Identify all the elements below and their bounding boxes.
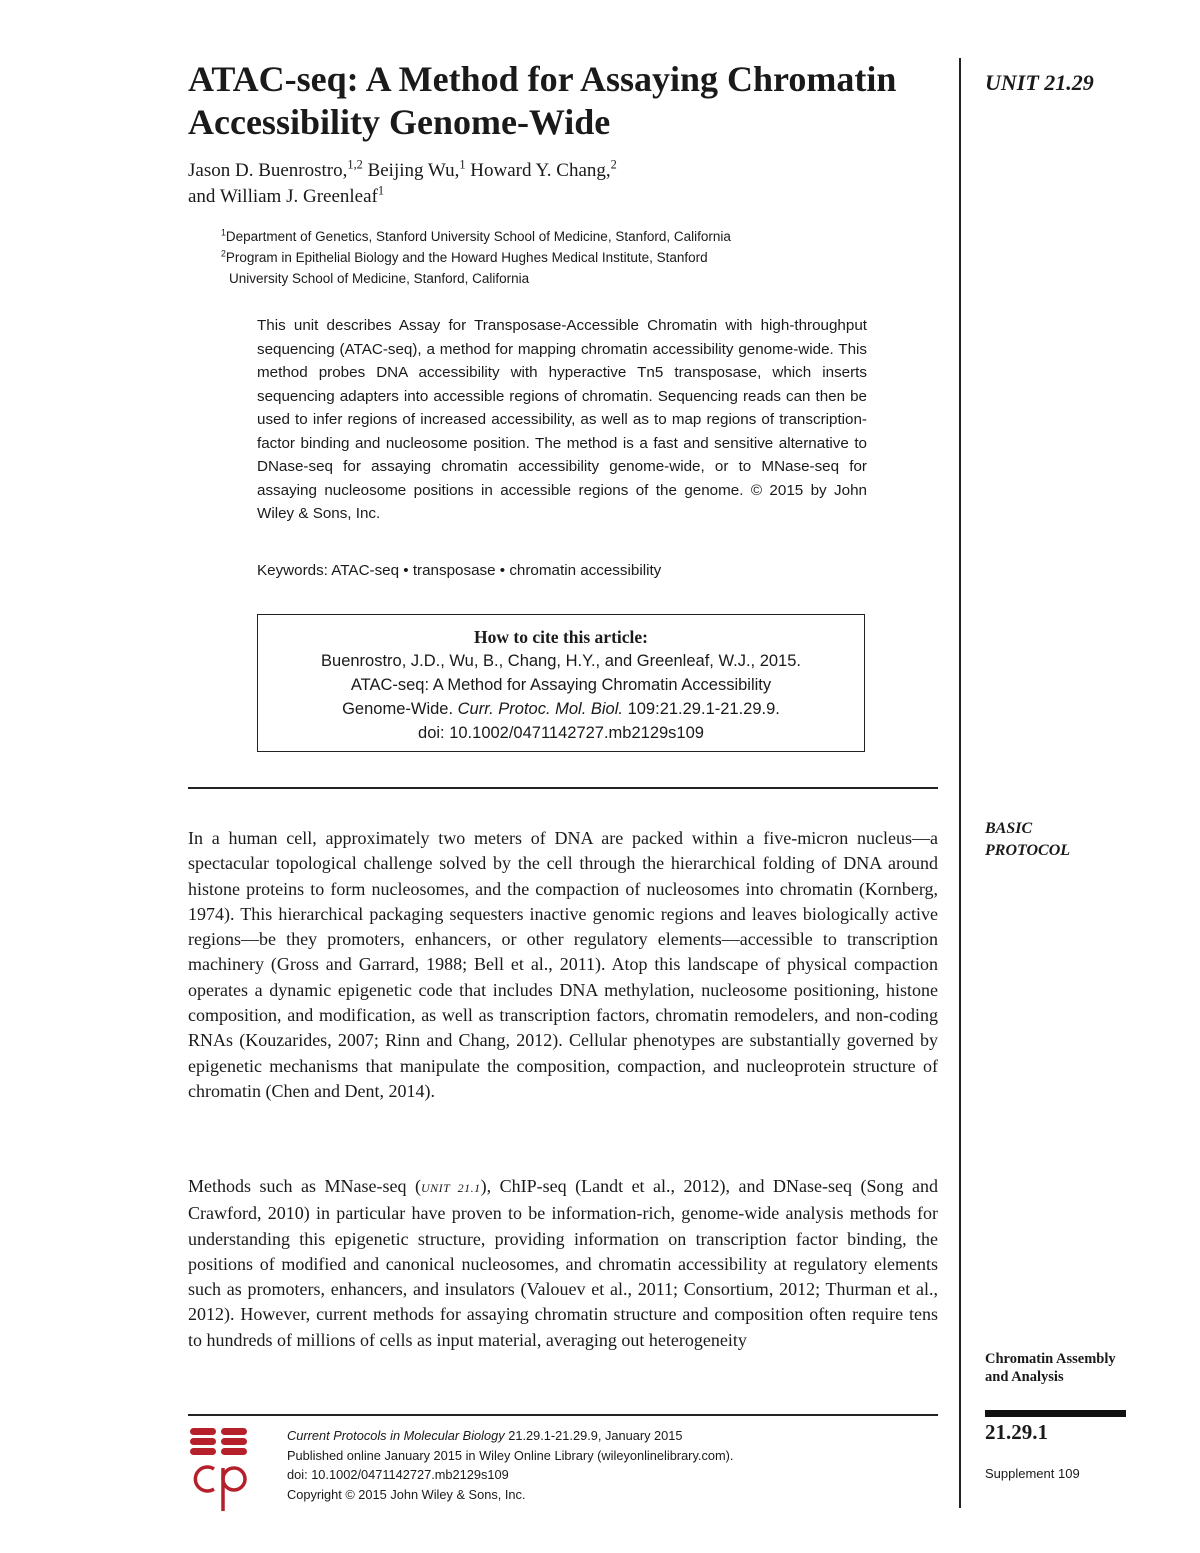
citation-heading: How to cite this article: <box>474 627 648 647</box>
abstract: This unit describes Assay for Transposase-Accessible Chromatin with high-throughput sequencing (ATAC-seq), a method for mapping chromatin accessibility genome-wide. This method probes DNA accessibility with hyperactive Tn5 transposase, which inserts sequencing adapters into accessible regions of chromatin. Sequencing reads can then be used to infer regions of increased accessibility, as well as to map regions of transcription-factor binding and nucleosome position. The method is a fast and sensitive alternative to DNase-seq for assaying chromatin accessibility genome-wide, or to MNase-seq for assaying nucleosome positions in accessible regions of the genome. © 2015 by John Wiley & Sons, Inc. <box>257 317 867 522</box>
affiliation-number: 2 <box>221 248 226 259</box>
citation-box <box>257 614 865 752</box>
citation-line <box>258 697 864 721</box>
cp-logo-icon <box>190 1428 250 1512</box>
author-affil-marker: 1,2 <box>347 157 363 172</box>
footer-published: Published online January 2015 in Wiley Online Library (wileyonlinelibrary.com). <box>287 1447 734 1463</box>
body-paragraph-1 <box>188 826 938 1104</box>
author-name: Howard Y. Chang, <box>465 160 611 181</box>
affiliation-text: Department of Genetics, Stanford University School of Medicine, Stanford, California <box>225 229 731 244</box>
citation-text: 109:21.29.1-21.29.9. <box>623 700 780 718</box>
footer-divider <box>188 1414 938 1416</box>
sidebar-divider <box>959 58 961 1508</box>
keywords: Keywords: ATAC-seq • transposase • chromatin accessibility <box>257 562 662 579</box>
affiliation-text: Program in Epithelial Biology and the Howard Hughes Medical Institute, Stanford <box>225 250 708 265</box>
unit-reference: UNIT 21.1 <box>420 1181 481 1195</box>
footer-text: 21.29.1-21.29.9, January 2015 <box>504 1428 683 1443</box>
affiliations <box>221 226 861 289</box>
author-list <box>188 158 828 210</box>
basic-protocol-label: BASIC PROTOCOL <box>985 820 1071 859</box>
unit-label: UNIT 21.29 <box>985 70 1094 95</box>
sidebar-rule <box>985 1410 1126 1417</box>
footer-journal: Current Protocols in Molecular Biology <box>287 1428 505 1443</box>
footer-doi: doi: 10.1002/0471142727.mb2129s109 <box>287 1467 509 1482</box>
citation-journal: Curr. Protoc. Mol. Biol. <box>457 700 623 718</box>
citation-text: Genome-Wide. <box>342 700 458 718</box>
author-affil-marker: 1 <box>459 157 466 172</box>
affiliation-2 <box>221 247 861 268</box>
page-title: ATAC-seq: A Method for Assaying Chromatin Accessibility Genome-Wide <box>188 59 897 142</box>
author-name: Beijing Wu, <box>362 160 460 181</box>
supplement-label: Supplement 109 <box>985 1466 1080 1481</box>
author-affil-marker: 1 <box>377 183 385 198</box>
author-name: and William J. Greenleaf <box>188 186 378 207</box>
section-divider <box>188 787 938 789</box>
footer-copyright: Copyright © 2015 John Wiley & Sons, Inc. <box>287 1486 526 1502</box>
author-affil-marker: 2 <box>610 157 617 172</box>
author-name: Jason D. Buenrostro, <box>188 160 348 181</box>
citation-doi: doi: 10.1002/0471142727.mb2129s109 <box>418 724 704 742</box>
affiliation-1 <box>221 226 861 247</box>
affiliation-number: 1 <box>221 227 226 238</box>
footer <box>287 1426 927 1504</box>
affiliation-2-cont: University School of Medicine, Stanford, California <box>229 271 530 286</box>
citation-line: Buenrostro, J.D., Wu, B., Chang, H.Y., and Greenleaf, W.J., 2015. <box>321 652 801 670</box>
section-label: Chromatin Assembly and Analysis <box>985 1351 1116 1385</box>
footer-journal-line <box>287 1426 927 1446</box>
page-number: 21.29.1 <box>985 1420 1048 1444</box>
citation-line: ATAC-seq: A Method for Assaying Chromatin Accessibility <box>350 676 772 694</box>
text-run: Methods such as MNase-seq ( <box>188 1176 421 1196</box>
text-run: ), ChIP-seq (Landt et al., 2012), and DNase-seq (Song and Crawford, 2010) in particular have proven to be information-rich, genome-wide analysis methods for understanding this epigenetic structure, providing information on transcription factor binding, the positions of modified and canonical nucleosomes, and chromatin accessibility at regulatory elements such as promoters, enhancers, and insulators (Valouev et al., 2011; Consortium, 2012; Thurman et al., 2012). However, current methods for assaying chromatin structure and composition often require tens to hundreds of millions of cells as input material, averaging out heterogeneity <box>188 1176 938 1350</box>
paragraph-text: In a human cell, approximately two meters of DNA are packed within a five-micron nucleus—a spectacular topological challenge solved by the cell through the hierarchical folding of DNA around histone proteins to form nucleosomes, and the compaction of nucleosomes into chromatin (Kornberg, 1974). This hierarchical packaging sequesters inactive genomic regions and leaves biologically active regions—be they promoters, enhancers, or other regulatory elements—accessible to transcription machinery (Gross and Garrard, 1988; Bell et al., 2011). Atop this landscape of physical compaction operates a dynamic epigenetic code that includes DNA methylation, nucleosome positioning, histone composition, and modification, as well as transcription factors, chromatin remodelers, and non-coding RNAs (Kouzarides, 2007; Rinn and Chang, 2012). Cellular phenotypes are substantially governed by epigenetic mechanisms that manipulate the composition, compaction, and nucleoprotein structure of chromatin (Chen and Dent, 2014). <box>188 828 938 1101</box>
paragraph-text <box>188 1174 938 1353</box>
body-paragraph-2 <box>188 1174 938 1353</box>
